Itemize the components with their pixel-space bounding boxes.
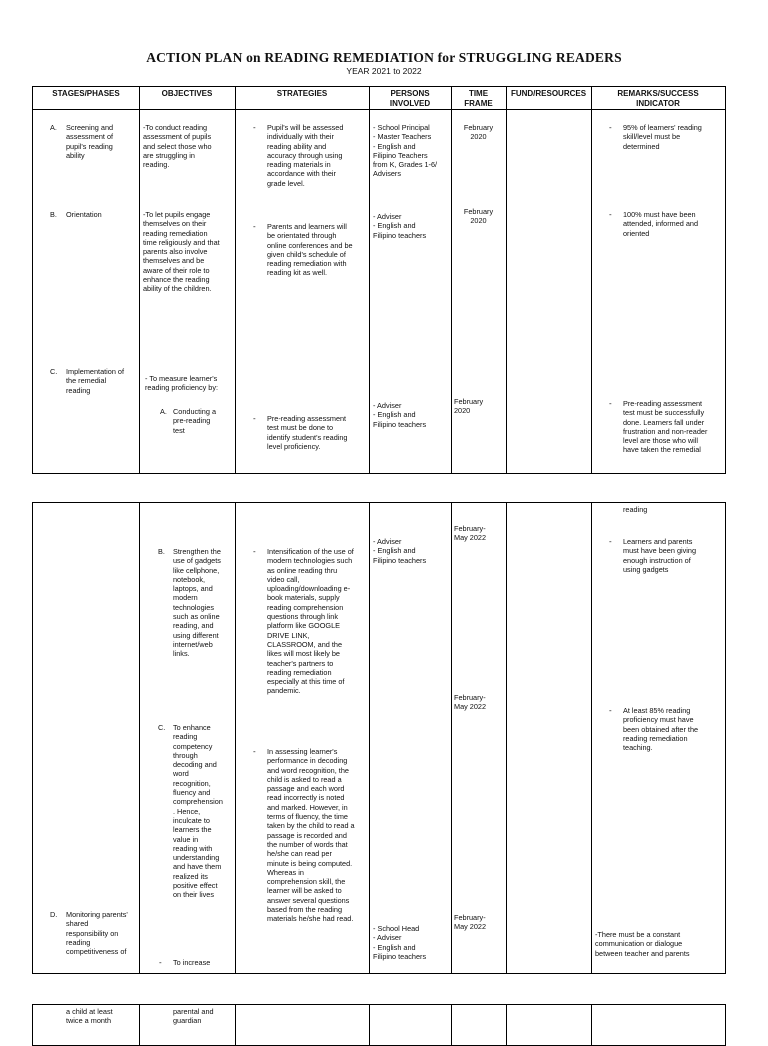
text-line: Pupil's will be assessed bbox=[267, 123, 344, 132]
text-line: comprehension bbox=[173, 797, 223, 807]
text-line: technologies bbox=[173, 602, 214, 612]
time-frame-text bbox=[454, 693, 506, 712]
header-strategies: STRATEGIES bbox=[276, 89, 328, 98]
objective-letter: A. bbox=[160, 407, 167, 416]
text-line: Filipino teachers bbox=[373, 419, 427, 429]
header-remarks-line: REMARKS/SUCCESS bbox=[617, 89, 699, 98]
bullet-dash: - bbox=[253, 747, 256, 756]
text-line: Filipino teachers bbox=[373, 555, 427, 565]
persons-text bbox=[373, 212, 451, 240]
text-line: terms of fluency, the time bbox=[267, 812, 348, 822]
persons-text bbox=[373, 401, 451, 429]
text-line: reading comprehension bbox=[267, 602, 344, 612]
text-line: done. Learners fall under bbox=[623, 417, 705, 427]
document-title: ACTION PLAN on READING REMEDIATION for STRUGGLING READERS bbox=[146, 50, 622, 65]
column-divider bbox=[369, 1005, 370, 1045]
text-line: grade level. bbox=[267, 178, 305, 188]
text-line: enhance the reading bbox=[143, 275, 210, 285]
text-line: using different bbox=[173, 630, 219, 640]
text-line: twice a month bbox=[66, 1016, 112, 1026]
strategy-text bbox=[267, 123, 367, 188]
column-divider bbox=[591, 87, 592, 473]
text-line: February bbox=[463, 123, 494, 132]
text-line: modern technologies such bbox=[267, 556, 353, 566]
stage-text bbox=[66, 123, 136, 160]
text-line: reading ability and bbox=[267, 141, 327, 151]
column-divider bbox=[506, 87, 507, 473]
header-persons-line: PERSONS bbox=[390, 89, 430, 98]
column-divider bbox=[506, 1005, 507, 1045]
text-line: shared bbox=[66, 919, 89, 929]
text-line: using gadgets bbox=[623, 564, 669, 574]
text-line: pupil's reading bbox=[66, 141, 113, 151]
text-line: Strengthen the bbox=[173, 547, 221, 556]
text-line: February bbox=[463, 207, 494, 216]
text-line: Implementation of bbox=[66, 367, 125, 376]
text-line: proficiency must have bbox=[623, 715, 694, 725]
text-line: like cellphone, bbox=[173, 565, 220, 575]
text-line: passage is recorded and bbox=[267, 830, 347, 840]
header-persons-line: INVOLVED bbox=[389, 98, 431, 108]
text-line: the number of words that bbox=[267, 839, 348, 849]
bullet-dash: - bbox=[609, 399, 612, 408]
text-line: Intensification of the use of bbox=[267, 547, 354, 556]
text-line: aware of their role to bbox=[143, 265, 210, 275]
column-divider bbox=[451, 87, 452, 473]
stage-text bbox=[66, 910, 140, 956]
text-line: - English and bbox=[373, 942, 416, 952]
text-line: Filipino teachers bbox=[373, 230, 427, 240]
text-line: . Hence, bbox=[173, 806, 201, 816]
persons-text bbox=[373, 924, 451, 961]
text-line: - School Head bbox=[373, 924, 420, 933]
text-line: test must be done to bbox=[267, 423, 334, 433]
strategy-text bbox=[267, 222, 368, 278]
remark-text bbox=[623, 123, 723, 151]
header-persons-involved bbox=[369, 89, 451, 108]
time-frame-text bbox=[454, 913, 506, 932]
text-line: 2020 bbox=[470, 216, 487, 226]
text-line: -To let pupils engage bbox=[143, 210, 211, 219]
text-line: on their lives bbox=[173, 890, 214, 900]
text-line: skill/level must be bbox=[623, 132, 681, 142]
persons-text bbox=[373, 123, 451, 179]
text-line: attended, informed and bbox=[623, 219, 699, 229]
text-line: test must be successfully bbox=[623, 408, 705, 418]
column-divider bbox=[139, 503, 140, 973]
text-line: modern bbox=[173, 593, 198, 603]
text-line: teaching. bbox=[623, 743, 653, 753]
header-remarks-line: INDICATOR bbox=[636, 98, 680, 108]
text-line: links. bbox=[173, 649, 190, 659]
text-line: - Adviser bbox=[373, 212, 402, 221]
text-line: notebook, bbox=[173, 574, 206, 584]
text-line: 95% of learners' reading bbox=[623, 123, 702, 132]
text-line: especially at this time of bbox=[267, 677, 345, 687]
action-plan-table-page-1 bbox=[32, 86, 726, 474]
stage-text bbox=[66, 1007, 138, 1026]
header-time-line: TIME bbox=[468, 89, 489, 98]
objective-text bbox=[145, 374, 237, 393]
text-line: frustration and non-reader bbox=[623, 426, 708, 436]
header-fund-resources: FUND/RESOURCES bbox=[510, 89, 587, 98]
text-line: - Adviser bbox=[373, 933, 402, 943]
text-line: questions through link bbox=[267, 612, 338, 622]
bullet-dash: - bbox=[253, 123, 256, 132]
bullet-dash: - bbox=[609, 123, 612, 132]
objective-subitem bbox=[173, 407, 233, 435]
bullet-dash: - bbox=[159, 958, 162, 967]
objective-subitem bbox=[173, 723, 235, 900]
text-line: pandemic. bbox=[267, 686, 301, 696]
time-frame-text bbox=[451, 123, 506, 142]
text-line: level are those who will bbox=[623, 436, 699, 446]
bullet-dash: - bbox=[609, 706, 612, 715]
text-line: use of gadgets bbox=[173, 556, 221, 566]
text-line: video call, bbox=[267, 574, 300, 584]
text-line: based from the reading bbox=[267, 905, 343, 915]
text-line: must have been giving bbox=[623, 546, 697, 556]
text-line: reading remediation bbox=[623, 733, 688, 743]
text-line: ability of the children. bbox=[143, 284, 212, 294]
header-remarks bbox=[591, 89, 725, 108]
text-line: accordance with their bbox=[267, 169, 336, 179]
text-line: positive effect bbox=[173, 881, 218, 891]
text-line: minute is being computed. bbox=[267, 858, 353, 868]
text-line: been obtained after the bbox=[623, 724, 699, 734]
action-plan-table-page-3 bbox=[32, 1004, 726, 1046]
text-line: realized its bbox=[173, 871, 208, 881]
text-line: reading, and bbox=[173, 621, 214, 631]
text-line: such as online bbox=[173, 612, 220, 622]
text-line: platform like GOOGLE bbox=[267, 621, 340, 631]
text-line: themselves and be bbox=[143, 256, 205, 266]
text-line: parental and bbox=[173, 1007, 214, 1016]
objective-subitem bbox=[173, 547, 235, 659]
text-line: Filipino Teachers bbox=[373, 150, 428, 160]
text-line: book materials, supply bbox=[267, 593, 340, 603]
column-divider bbox=[591, 503, 592, 973]
text-line: CLASSROOM, and the bbox=[267, 639, 343, 649]
text-line: through bbox=[173, 750, 198, 760]
text-line: February- bbox=[454, 913, 486, 922]
text-line: reading bbox=[66, 385, 91, 395]
column-divider bbox=[139, 87, 140, 473]
text-line: reading. bbox=[143, 160, 170, 170]
text-line: Pre-reading assessment bbox=[623, 399, 703, 408]
document-year: YEAR 2021 to 2022 bbox=[346, 66, 422, 76]
bullet-dash: - bbox=[609, 210, 612, 219]
text-line: teacher's partners to bbox=[267, 658, 334, 668]
text-line: performance in decoding bbox=[267, 756, 348, 766]
header-objectives: OBJECTIVES bbox=[161, 89, 213, 98]
text-line: Monitoring parents' bbox=[66, 910, 128, 919]
objective-subitem: To increase bbox=[173, 958, 211, 967]
remark-text bbox=[623, 210, 723, 238]
text-line: the remedial bbox=[66, 376, 107, 386]
remark-carryover: reading bbox=[623, 505, 648, 514]
text-line: child is asked to read a bbox=[267, 774, 342, 784]
text-line: Advisers bbox=[373, 169, 401, 179]
strategy-text bbox=[267, 547, 368, 696]
text-line: - Adviser bbox=[373, 537, 402, 546]
text-line: To enhance bbox=[173, 723, 211, 732]
objective-subitem bbox=[173, 1007, 235, 1026]
column-divider bbox=[506, 503, 507, 973]
text-line: - English and bbox=[373, 546, 416, 556]
text-line: level proficiency. bbox=[267, 441, 321, 451]
column-divider bbox=[369, 87, 370, 473]
text-line: - School Principal bbox=[373, 123, 430, 132]
text-line: February bbox=[454, 397, 484, 406]
text-line: answer several questions bbox=[267, 895, 350, 905]
text-line: taken by the child to read a bbox=[267, 821, 355, 831]
text-line: May 2022 bbox=[454, 922, 487, 932]
text-line: - English and bbox=[373, 410, 416, 420]
text-line: assessment of bbox=[66, 132, 114, 142]
header-time-frame bbox=[451, 89, 506, 108]
text-line: reading materials in bbox=[267, 160, 331, 170]
time-frame-text bbox=[454, 524, 506, 543]
text-line: laptops, and bbox=[173, 584, 213, 594]
stage-text bbox=[66, 210, 136, 219]
text-line: In assessing learner's bbox=[267, 747, 338, 756]
column-divider bbox=[235, 503, 236, 973]
text-line: Whereas in bbox=[267, 867, 304, 877]
bullet-dash: - bbox=[609, 537, 612, 546]
text-line: time religiously and that bbox=[143, 237, 220, 247]
text-line: Conducting a bbox=[173, 407, 217, 416]
text-line: Filipino teachers bbox=[373, 951, 427, 961]
column-divider bbox=[139, 1005, 140, 1045]
bullet-dash: - bbox=[253, 414, 256, 423]
table-header bbox=[33, 87, 725, 110]
remark-text bbox=[623, 399, 723, 455]
text-line: value in bbox=[173, 834, 199, 844]
text-line: fluency and bbox=[173, 788, 211, 798]
text-line: parents also involve bbox=[143, 247, 208, 257]
text-line: materials he/she had read. bbox=[267, 914, 354, 924]
stage-letter: A. bbox=[50, 123, 57, 132]
column-divider bbox=[235, 1005, 236, 1045]
text-line: -To conduct reading bbox=[143, 123, 208, 132]
text-line: oriented bbox=[623, 228, 650, 238]
text-line: as online reading thru bbox=[267, 565, 338, 575]
text-line: and word recognition, the bbox=[267, 765, 349, 775]
text-line: Learners and parents bbox=[623, 537, 693, 546]
objective-text bbox=[143, 210, 237, 294]
text-line: comprehension skill, the bbox=[267, 877, 346, 887]
text-line: Screening and bbox=[66, 123, 114, 132]
stage-letter: D. bbox=[50, 910, 58, 919]
text-line: - To measure learner's bbox=[145, 374, 218, 383]
remark-text bbox=[595, 930, 723, 958]
stage-text bbox=[66, 367, 136, 395]
text-line: reading with bbox=[173, 843, 213, 853]
strategy-text bbox=[267, 414, 368, 451]
text-line: At least 85% reading bbox=[623, 706, 691, 715]
text-line: - Adviser bbox=[373, 401, 402, 410]
text-line: read incorrectly is noted bbox=[267, 793, 345, 803]
text-line: learner will be asked to bbox=[267, 886, 342, 896]
text-line: decoding and bbox=[173, 760, 217, 770]
text-line: a child at least bbox=[66, 1007, 113, 1016]
column-divider bbox=[451, 503, 452, 973]
text-line: Pre-reading assessment bbox=[267, 414, 347, 423]
action-plan-table-page-2 bbox=[32, 502, 726, 974]
text-line: learners the bbox=[173, 825, 212, 835]
text-line: internet/web bbox=[173, 639, 213, 649]
header-stages: STAGES/PHASES bbox=[52, 89, 120, 98]
column-divider bbox=[451, 1005, 452, 1045]
column-divider bbox=[591, 1005, 592, 1045]
remark-text bbox=[623, 706, 723, 752]
text-line: word bbox=[173, 769, 189, 779]
persons-text bbox=[373, 537, 451, 565]
strategy-text bbox=[267, 747, 368, 924]
objective-text bbox=[143, 123, 235, 169]
text-line: determined bbox=[623, 141, 660, 151]
text-line: guardian bbox=[173, 1016, 202, 1026]
text-line: enough instruction of bbox=[623, 555, 691, 565]
text-line: responsibility on bbox=[66, 928, 119, 938]
text-line: ability bbox=[66, 150, 85, 160]
text-line: be orientated through bbox=[267, 231, 337, 241]
text-line: February- bbox=[454, 693, 486, 702]
text-line: test bbox=[173, 425, 185, 435]
text-line: February- bbox=[454, 524, 486, 533]
text-line: -There must be a constant bbox=[595, 930, 681, 939]
text-line: assessment of pupils bbox=[143, 132, 212, 142]
text-line: and have them bbox=[173, 862, 222, 872]
text-line: and select those who bbox=[143, 141, 212, 151]
text-line: competitiveness of bbox=[66, 947, 127, 957]
text-line: between teacher and parents bbox=[595, 948, 690, 958]
text-line: online conferences and be bbox=[267, 240, 353, 250]
text-line: are struggling in bbox=[143, 150, 195, 160]
text-line: reading bbox=[66, 937, 91, 947]
text-line: inculcate to bbox=[173, 815, 210, 825]
text-line: reading remediation bbox=[267, 667, 332, 677]
text-line: themselves on their bbox=[143, 219, 207, 229]
text-line: May 2022 bbox=[454, 533, 487, 543]
column-divider bbox=[369, 503, 370, 973]
time-frame-text bbox=[451, 207, 506, 226]
text-line: communication or dialogue bbox=[595, 939, 683, 949]
text-line: - English and bbox=[373, 141, 416, 151]
text-line: reading proficiency by: bbox=[145, 383, 219, 393]
text-line: reading bbox=[173, 732, 198, 742]
text-line: reading remediation bbox=[143, 228, 208, 238]
text-line: have taken the remedial bbox=[623, 445, 701, 455]
text-line: Parents and learners will bbox=[267, 222, 347, 231]
text-line: understanding bbox=[173, 853, 220, 863]
text-line: likes will most likely be bbox=[267, 649, 340, 659]
text-line: and marked. However, in bbox=[267, 802, 348, 812]
remark-text bbox=[623, 537, 723, 574]
text-line: individually with their bbox=[267, 132, 334, 142]
text-line: he/she can read per bbox=[267, 849, 332, 859]
text-line: pre-reading bbox=[173, 416, 211, 426]
text-line: from K, Grades 1-6/ bbox=[373, 160, 438, 170]
text-line: Orientation bbox=[66, 210, 102, 219]
text-line: uploading/downloading e- bbox=[267, 584, 351, 594]
text-line: 100% must have been bbox=[623, 210, 696, 219]
objective-letter: C. bbox=[158, 723, 166, 732]
time-frame-text bbox=[454, 397, 506, 416]
bullet-dash: - bbox=[253, 222, 256, 231]
stage-letter: C. bbox=[50, 367, 58, 376]
bullet-dash: - bbox=[253, 547, 256, 556]
text-line: - English and bbox=[373, 221, 416, 231]
header-time-line: FRAME bbox=[464, 98, 493, 108]
text-line: given child's schedule of bbox=[267, 249, 346, 259]
text-line: passage and each word bbox=[267, 784, 345, 794]
objective-letter: B. bbox=[158, 547, 165, 556]
text-line: competency bbox=[173, 741, 213, 751]
text-line: 2020 bbox=[470, 132, 487, 142]
stage-letter: B. bbox=[50, 210, 57, 219]
text-line: reading remediation with bbox=[267, 259, 347, 269]
text-line: 2020 bbox=[454, 406, 471, 416]
text-line: accuracy through using bbox=[267, 150, 343, 160]
text-line: reading kit as well. bbox=[267, 268, 328, 278]
text-line: - Master Teachers bbox=[373, 132, 432, 142]
text-line: identify student's reading bbox=[267, 432, 348, 442]
text-line: May 2022 bbox=[454, 702, 487, 712]
text-line: DRIVE LINK, bbox=[267, 630, 310, 640]
text-line: recognition, bbox=[173, 778, 211, 788]
